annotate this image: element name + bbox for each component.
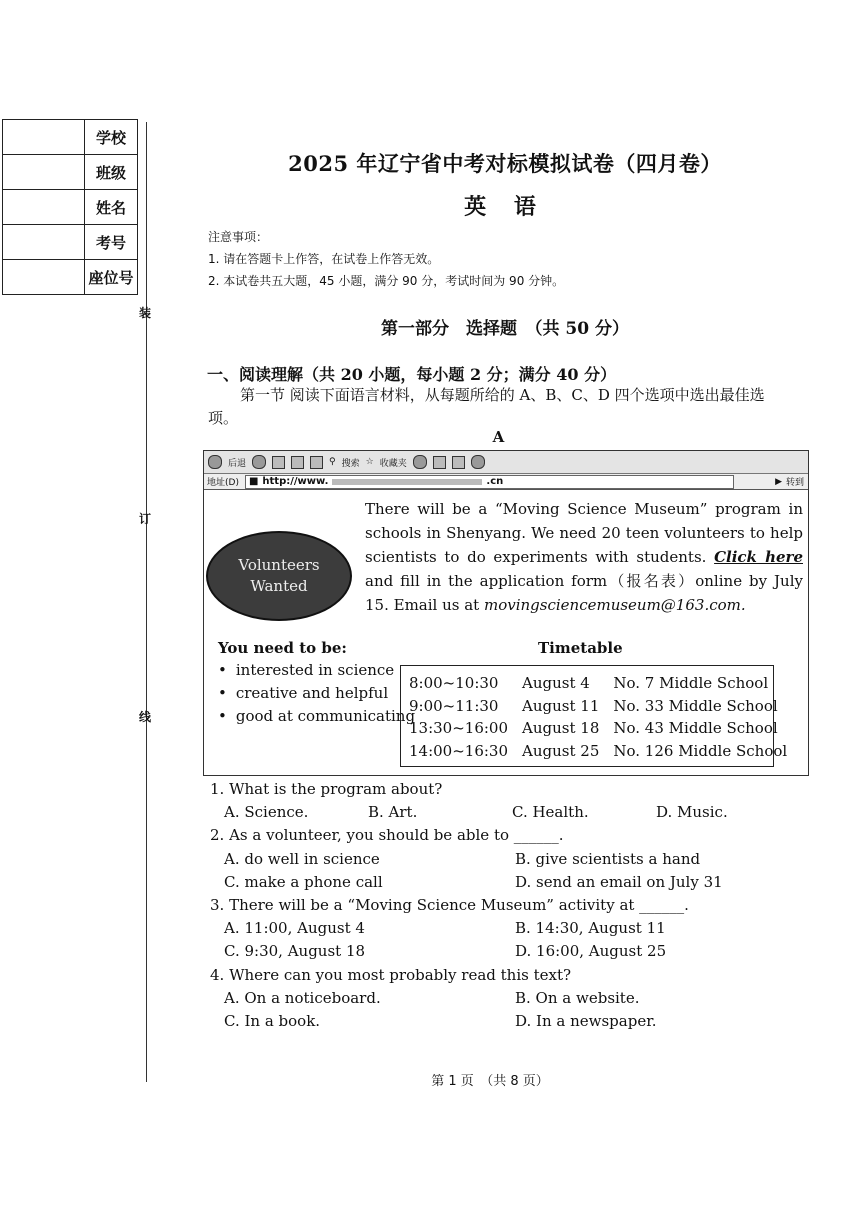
option: D. In a newspaper. (515, 1012, 657, 1031)
address-label: 地址(D) (207, 478, 239, 488)
notes-item: 2. 本试卷共五大题，45 小题，满分 90 分，考试时间为 90 分钟。 (208, 274, 565, 288)
label-school: 学校 (85, 120, 138, 155)
table-cell: No. 43 Middle School (613, 719, 778, 738)
ad-text-after: and fill in the application form（报名表）online by July 15. Email us at (365, 572, 803, 614)
question-options (210, 871, 810, 894)
browser-illustration (203, 450, 809, 776)
option: C. 9:30, August 18 (224, 942, 366, 961)
section-instruction: 第一节 阅读下面语言材料，从每题所给的 A、B、C、D 四个选项中选出最佳选项。 (208, 386, 765, 427)
timetable (409, 672, 801, 762)
browser-toolbar (204, 451, 808, 474)
binding-line (146, 122, 147, 1082)
go-arrow-icon: ▶ (775, 476, 782, 487)
question-stem: 2. As a volunteer, you should be able to ______. (210, 826, 564, 845)
timetable-title: Timetable (538, 639, 623, 657)
option: A. 11:00, August 4 (224, 919, 365, 938)
back-icon (208, 455, 222, 469)
table-row (409, 672, 801, 695)
go-area (734, 475, 808, 488)
passage-letter: A (492, 428, 505, 446)
table-row (409, 717, 801, 740)
table-row (409, 740, 801, 763)
stop-icon (272, 456, 285, 469)
messenger-icon (471, 455, 485, 469)
label-name: 姓名 (85, 190, 138, 225)
search-icon: ⚲ (329, 457, 336, 467)
question-options (210, 848, 810, 871)
table-cell: August 25 (522, 741, 600, 760)
table-cell: 8:00~10:30 (409, 674, 499, 693)
binding-mark-ding: 订 (139, 512, 152, 526)
option: C. In a book. (224, 1012, 321, 1031)
table-cell: No. 126 Middle School (613, 741, 788, 760)
questions (210, 778, 810, 1033)
requirements-list (218, 659, 415, 728)
question-options (210, 987, 810, 1010)
url-field (245, 475, 734, 489)
ad-email: movingsciencemuseum@163.com. (483, 596, 746, 614)
home-icon (310, 456, 323, 469)
history-icon (413, 455, 427, 469)
ad-text-before: There will be a “Moving Science Museum” program in schools in Shenyang. We need 20 teen volunteers to help scientists to do experiments with students. (365, 500, 803, 566)
page-icon: ■ (248, 476, 259, 487)
timetable-box (400, 665, 788, 767)
option: B. give scientists a hand (515, 849, 701, 868)
exam-notes (208, 226, 564, 292)
section-title: 一、阅读理解（共 20 小题，每小题 2 分；满分 40 分） (207, 365, 617, 384)
question-stem: 3. There will be a “Moving Science Museum” activity at ______. (210, 896, 689, 915)
badge-line1: Volunteers (238, 556, 320, 574)
refresh-icon (291, 456, 304, 469)
notes-heading: 注意事项： (208, 230, 269, 244)
question-options (210, 917, 810, 940)
option: B. 14:30, August 11 (515, 919, 666, 938)
table-cell: 13:30~16:00 (409, 719, 509, 738)
exam-subject: 英 语 (464, 194, 546, 220)
browser-address-bar (204, 474, 808, 490)
label-class: 班级 (85, 155, 138, 190)
label-seat-number: 座位号 (85, 260, 138, 295)
notes-item: 1. 请在答题卡上作答，在试卷上作答无效。 (208, 252, 440, 266)
requirements-title: You need to be: (218, 639, 347, 657)
url-blurred (332, 479, 482, 485)
mail-icon (433, 456, 446, 469)
go-label: 转到 (785, 478, 804, 488)
binding-mark-zhuang: 装 (139, 306, 152, 320)
label-exam-number: 考号 (85, 225, 138, 260)
back-label: 后退 (228, 458, 247, 469)
binding-mark-xian: 线 (139, 710, 152, 724)
print-icon (452, 456, 465, 469)
table-cell: August 11 (522, 696, 600, 715)
list-item: • good at communicating (218, 705, 415, 728)
favorites-icon: ☆ (365, 457, 374, 467)
table-cell: No. 33 Middle School (613, 696, 778, 715)
option: A. do well in science (224, 849, 380, 868)
table-cell: No. 7 Middle School (613, 674, 769, 693)
exam-title: 2025 年辽宁省中考对标模拟试卷（四月卷） (288, 151, 722, 176)
option: D. 16:00, August 25 (515, 942, 667, 961)
page-footer: 第 1 页 （共 8 页） (431, 1074, 549, 1089)
option: D. Music. (656, 803, 728, 822)
table-row (409, 695, 801, 718)
table-cell: August 18 (522, 719, 600, 738)
search-label: 搜索 (341, 458, 360, 469)
question-stem: 4. Where can you most probably read this text? (210, 965, 572, 984)
question-stem: 1. What is the program about? (210, 780, 443, 798)
option: A. On a noticeboard. (224, 988, 381, 1007)
forward-icon (252, 455, 266, 469)
volunteers-wanted-badge (206, 531, 352, 621)
option: A. Science. (224, 803, 309, 822)
table-cell: August 4 (522, 674, 590, 693)
url-suffix: .cn (486, 476, 504, 487)
favorites-label: 收藏夹 (379, 458, 407, 469)
ad-text (365, 497, 803, 617)
table-cell: 9:00~11:30 (409, 696, 499, 715)
option: D. send an email on July 31 (515, 872, 723, 891)
list-item: • interested in science (218, 659, 415, 682)
option: C. make a phone call (224, 872, 383, 891)
option: B. Art. (368, 803, 418, 822)
badge-line2: Wanted (250, 577, 308, 595)
option: C. Health. (512, 803, 589, 822)
url-prefix: http://www. (262, 476, 329, 487)
question-options (210, 801, 810, 824)
table-cell: 14:00~16:30 (409, 741, 509, 760)
question-options (210, 940, 810, 963)
part-title: 第一部分 选择题 （共 50 分） (381, 319, 629, 339)
click-here-link: Click here (714, 548, 803, 566)
list-item: • creative and helpful (218, 682, 415, 705)
option: B. On a website. (515, 988, 640, 1007)
question-options (210, 1010, 810, 1033)
